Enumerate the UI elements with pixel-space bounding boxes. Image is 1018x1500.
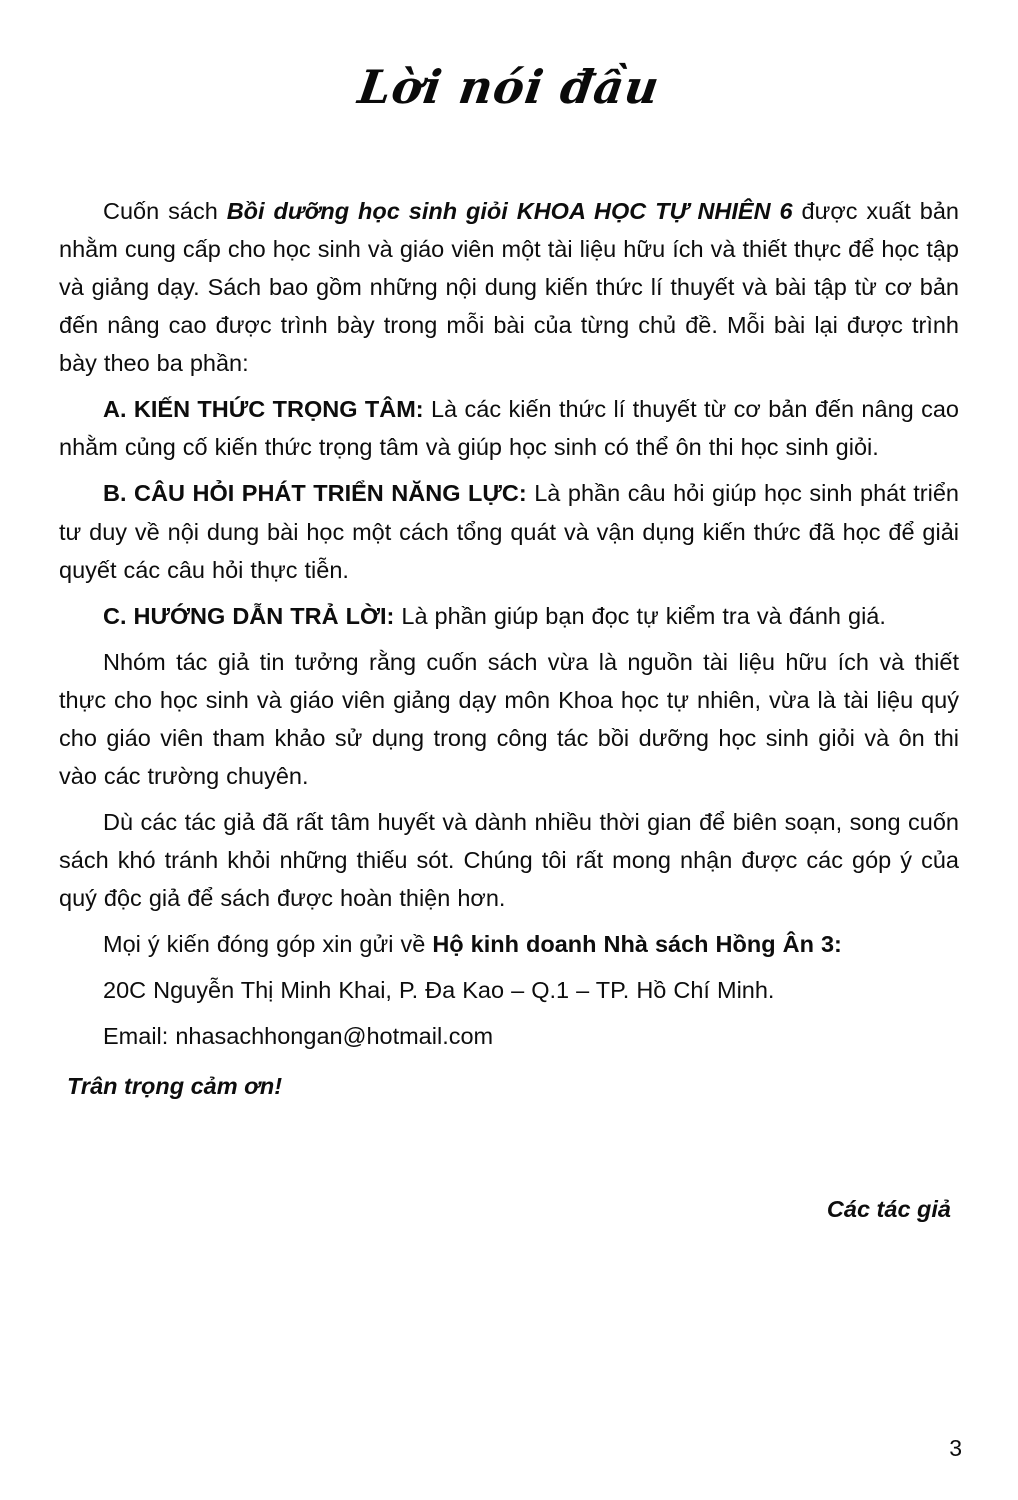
paragraph-intro [59, 192, 959, 382]
page-number: 3 [949, 1435, 962, 1461]
contact-address: 20C Nguyễn Thị Minh Khai, P. Đa Kao – Q.1 – TP. Hồ Chí Minh. [103, 977, 775, 1004]
intro-text-lead: Cuốn sách [103, 198, 227, 224]
section-a-label: A. KIẾN THỨC TRỌNG TÂM: [103, 396, 424, 423]
paragraph-authors-trust: Nhóm tác giả tin tưởng rằng cuốn sách vừa là nguồn tài liệu hữu ích và thiết thực cho học sinh và giáo viên giảng dạy môn Khoa học tự nhiên, vừa là tài liệu quý cho giáo viên tham khảo sử dụng trong công tác bồi dưỡng học sinh giỏi và ôn thi vào các trường chuyên. [59, 648, 959, 789]
page-title: Lời nói đầu [354, 60, 664, 114]
signature-line: Các tác giả [826, 1196, 951, 1223]
intro-text-rest: được xuất bản nhằm cung cấp cho học sinh và giáo viên một tài liệu hữu ích và thiết thực để học tập và giảng dạy. Sách bao gồm những nội dung kiến thức lí thuyết và bài tập từ cơ bản đến nâng cao được trình bày trong mỗi bài của từng chủ đề. Mỗi bài lại được trình bày theo ba phần: [59, 198, 959, 377]
paragraph-section-a [59, 390, 959, 466]
contact-intro-text: Mọi ý kiến đóng góp xin gửi về [103, 931, 433, 958]
section-a-text: Là các kiến thức lí thuyết từ cơ bản đến nâng cao nhằm củng cố kiến thức trọng tâm và giúp học sinh có thể ôn thi học sinh giỏi. [59, 396, 959, 461]
paragraph-apology: Dù các tác giả đã rất tâm huyết và dành nhiều thời gian để biên soạn, song cuốn sách khó tránh khỏi những thiếu sót. Chúng tôi rất mong nhận được các góp ý của quý độc giả để sách được hoàn thiện hơn. [59, 808, 959, 912]
document-body [59, 114, 959, 1223]
section-c-text: Là phần giúp bạn đọc tự kiểm tra và đánh giá. [394, 602, 886, 629]
paragraph-contact-intro [59, 925, 959, 963]
section-b-label: B. CÂU HỎI PHÁT TRIỂN NĂNG LỰC: [103, 480, 527, 507]
paragraph-section-c [59, 597, 959, 635]
publisher-name: Hộ kinh doanh Nhà sách Hồng Ân 3: [432, 931, 842, 958]
paragraph-section-b [59, 474, 959, 588]
contact-email[interactable]: Email: nhasachhongan@hotmail.com [103, 1023, 494, 1050]
book-title: Bồi dưỡng học sinh giỏi KHOA HỌC TỰ NHIÊN 6 [226, 198, 793, 224]
section-c-label: C. HƯỚNG DẪN TRẢ LỜI: [103, 602, 395, 629]
section-b-text: Là phần câu hỏi giúp học sinh phát triển tư duy về nội dung bài học một cách tổng quát và vận dụng kiến thức đã học để giải quyết các câu hỏi thực tiễn. [59, 480, 959, 583]
closing-line: Trân trọng cảm ơn! [67, 1073, 283, 1100]
